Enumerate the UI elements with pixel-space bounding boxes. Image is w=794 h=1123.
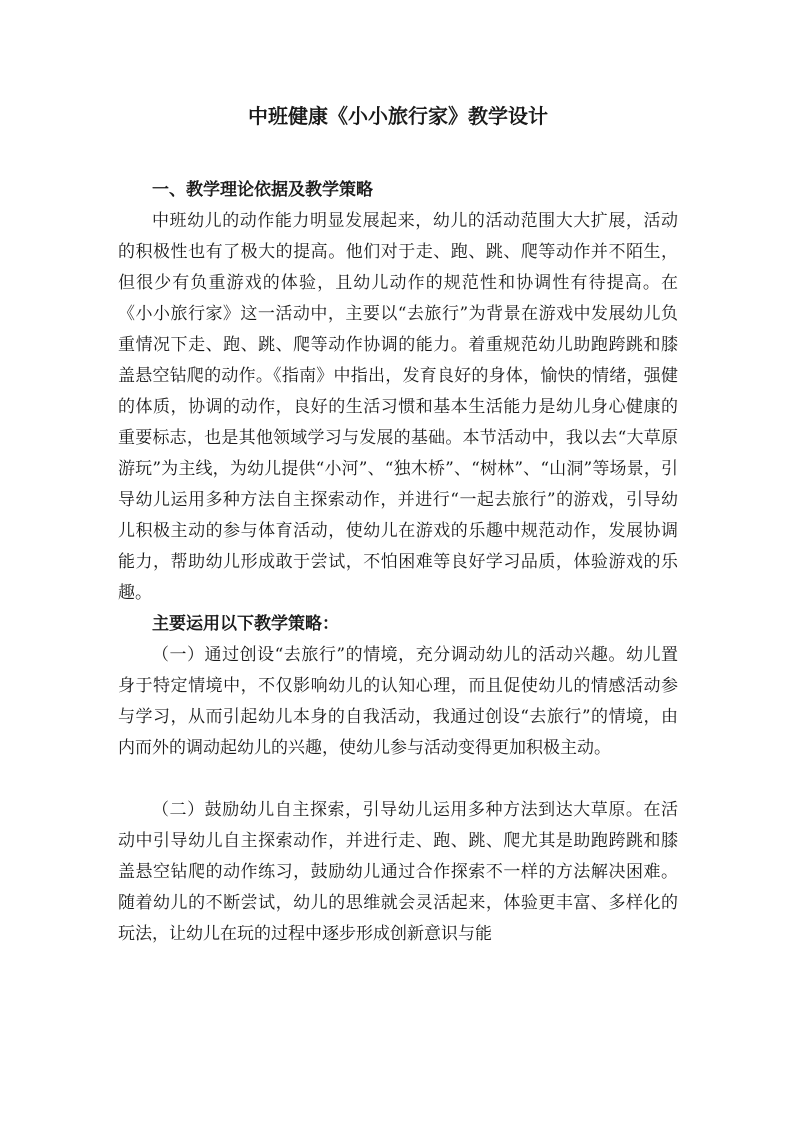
theory-paragraph: 中班幼儿的动作能力明显发展起来，幼儿的活动范围大大扩展，活动的积极性也有了极大的提高。他们对于走、跑、跳、爬等动作并不陌生，但很少有负重游戏的体验，且幼儿动作的规范性和协调性有待提高。在《小小旅行家》这一活动中，主要以“去旅行”为背景在游戏中发展幼儿负重情况下走、跑、跳、爬等动作协调的能力。着重规范幼儿助跑跨跳和膝盖悬空钻爬的动作。《指南》中指出，发育良好的身体，愉快的情绪，强健的体质，协调的动作，良好的生活习惯和基本生活能力是幼儿身心健康的重要标志，也是其他领域学习与发展的基础。本节活动中，我以去“大草原游玩”为主线，为幼儿提供“小河”、“独木桥”、“树林”、“山洞”等场景，引导幼儿运用多种方法自主探索动作，并进行“一起去旅行”的游戏，引导幼儿积极主动的参与体育活动，使幼儿在游戏的乐趣中规范动作，发展协调能力，帮助幼儿形成敢于尝试，不怕困难等良好学习品质，体验游戏的乐趣。 [118, 211, 678, 603]
document-title: 中班健康《小小旅行家》教学设计 [248, 104, 548, 128]
strategies-heading: 主要运用以下教学策略： [152, 614, 339, 634]
section-heading: 一、教学理论依据及教学策略 [152, 180, 373, 200]
strategy-paragraph-2: （二）鼓励幼儿自主探索，引导幼儿运用多种方法到达大草原。在活动中引导幼儿自主探索动作，并进行走、跑、跳、爬尤其是助跑跨跳和膝盖悬空钻爬的动作练习，鼓励幼儿通过合作探索不一样的方法解决困难。随着幼儿的不断尝试，幼儿的思维就会灵活起来，体验更丰富、多样化的玩法，让幼儿在玩的过程中逐步形成创新意识与能 [118, 800, 678, 944]
document-page [118, 102, 678, 950]
strategy-paragraph-1: （一）通过创设“去旅行”的情境，充分调动幼儿的活动兴趣。幼儿置身于特定情境中，不仅影响幼儿的认知心理，而且促使幼儿的情感活动参与学习，从而引起幼儿本身的自我活动，我通过创设“去旅行”的情境，由内而外的调动起幼儿的兴趣，使幼儿参与活动变得更加积极主动。 [118, 645, 678, 758]
